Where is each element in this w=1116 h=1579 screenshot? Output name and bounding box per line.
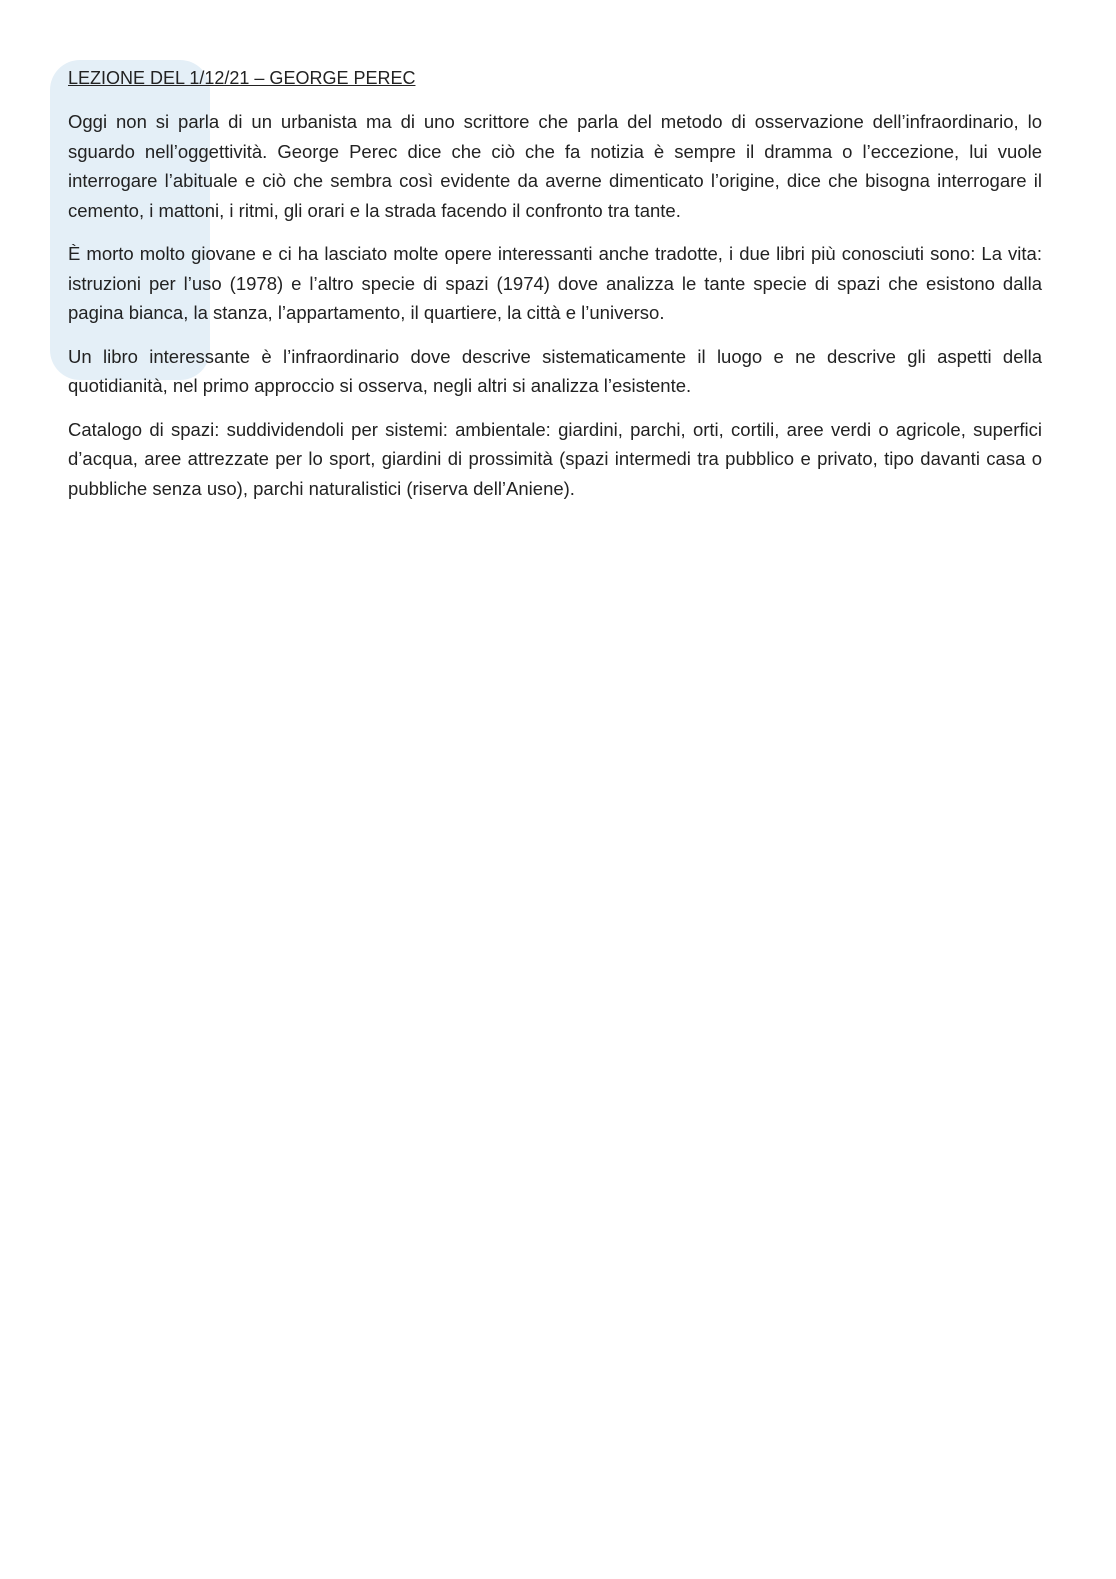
paragraph-catalogo: Catalogo di spazi: suddividendoli per sistemi: ambientale: giardini, parchi, orti, cortili, aree verdi o agricole, superfici d’acqua, aree attrezzate per lo sport, giardini di prossimità (spazi intermedi tra pubblico e privato, tipo davanti casa o pubbliche senza uso), parchi naturalistici (riserva dell’Aniene). [68,418,1042,499]
paragraph-intro: Oggi non si parla di un urbanista ma di uno scrittore che parla del metodo di osservazione dell’infraordinario, lo sguardo nell’oggettività. George Perec dice che ciò che fa notizia è sempre il dramma o l’eccezione, lui vuole interrogare l’abituale e ciò che sembra così evidente da averne dimenticato l’origine, dice che bisogna interrogare il cemento, i mattoni, i ritmi, gli orari e la strada facendo il confronto tra tante. [68,111,1042,221]
lecture-title: LEZIONE DEL 1/12/21 – GEORGE PEREC [68,68,416,88]
paragraph-works: È morto molto giovane e ci ha lasciato molte opere interessanti anche tradotte, i due libri più conosciuti sono: La vita: istruzioni per l’uso (1978) e l’altro specie di spazi (1974) dove analizza le tante specie di spazi che esistono dalla pagina bianca, la stanza, l’appartamento, il quartiere, la città e l’universo. [68,243,1042,323]
paragraph-infraordinario: Un libro interessante è l’infraordinario dove descrive sistematicamente il luogo e ne descrive gli aspetti della quotidianità, nel primo approccio si osserva, negli altri si analizza l’esistente. [68,345,1042,396]
document-page [68,68,1042,517]
